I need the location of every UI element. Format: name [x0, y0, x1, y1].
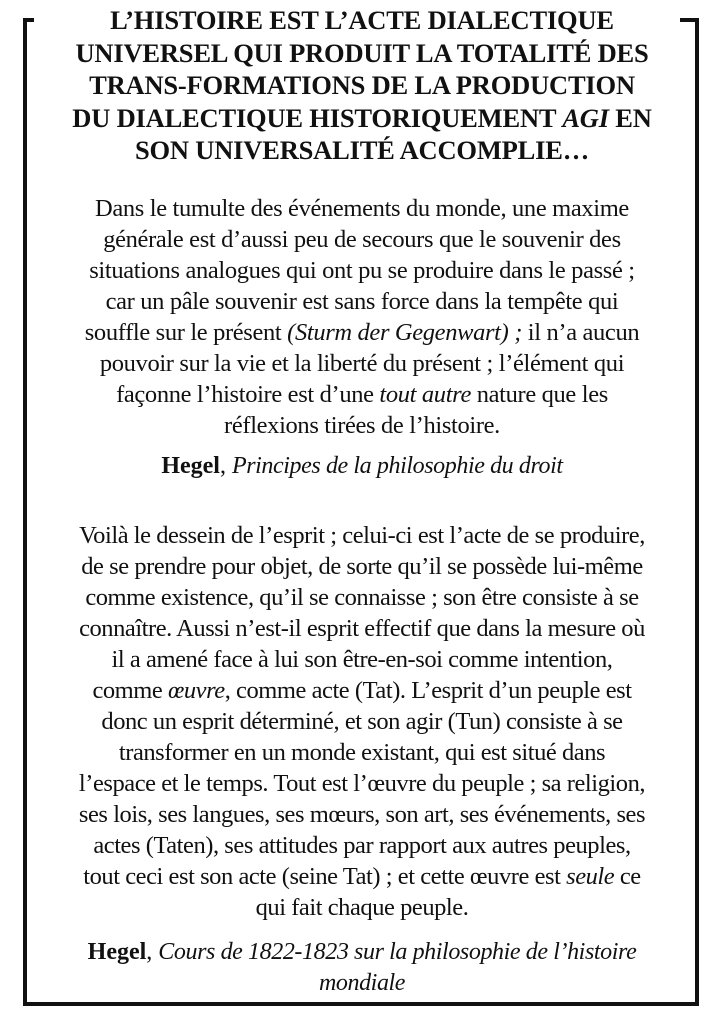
quote-line: générale est d’aussi peu de secours que le souvenir des: [103, 226, 621, 253]
quote-text: il n’a aucun: [522, 319, 640, 346]
quote-line: de se prendre pour objet, de sorte qu’il se possède lui-même: [81, 553, 643, 580]
quote-line: réflexions tirées de l’histoire.: [224, 412, 500, 439]
quote-text: tout ceci est son acte (seine Tat) ; et cette œuvre est: [83, 863, 567, 890]
title-line: TRANS-FORMATIONS DE LA PRODUCTION: [89, 70, 635, 100]
quote-text: nature que les: [470, 381, 608, 408]
citation-work: Principes de la philosophie du droit: [231, 453, 563, 479]
title-emphasis: AGI: [562, 102, 609, 133]
title-line: L’HISTOIRE EST L’ACTE DIALECTIQUE: [110, 5, 614, 35]
quote-line: [30, 861, 694, 892]
quote-emphasis: tout autre: [379, 381, 471, 408]
quote-line: Voilà le dessein de l’esprit ; celui-ci est l’acte de se produire,: [79, 522, 645, 549]
citation-separator: ,: [146, 939, 159, 965]
quote-line: pouvoir sur la vie et la liberté du présent ; l’élément qui: [99, 350, 625, 377]
quote-emphasis: œuvre: [167, 677, 225, 704]
citation-work: Cours de 1822-1823 sur la philosophie de l’histoire: [158, 939, 637, 965]
title-text: EN: [608, 102, 652, 133]
frame-border-right: [695, 18, 699, 1006]
quote-emphasis: (Sturm der Gegenwart) ;: [287, 319, 523, 346]
quote-line: Dans le tumulte des événements du monde, une maxime: [95, 195, 629, 222]
quote-emphasis: seule: [566, 863, 615, 890]
quote-text: souffle sur le présent: [84, 319, 288, 346]
title-text: DU DIALECTIQUE HISTORIQUEMENT: [72, 102, 563, 133]
quote-line: il a amené face à lui son être-en-soi comme intention,: [111, 646, 613, 673]
quote-line: ses lois, ses langues, ses mœurs, son art, ses événements, ses: [78, 801, 646, 828]
quote-line: donc un esprit déterminé, et son agir (Tun) consiste à se: [101, 708, 623, 735]
citation-line: [40, 937, 684, 968]
quote-line: car un pâle souvenir est sans force dans la tempête qui: [105, 288, 619, 315]
frame-border-bottom: [23, 1002, 699, 1006]
quote-line: qui fait chaque peuple.: [255, 894, 469, 921]
citation-line: [40, 968, 684, 999]
title-line: SON UNIVERSALITÉ ACCOMPLIE…: [134, 135, 589, 165]
quote-line: comme existence, qu’il se connaisse ; son être consiste à se: [85, 584, 639, 611]
quote-text: façonne l’histoire est d’une: [116, 381, 380, 408]
citation-author: Hegel: [161, 453, 220, 479]
quote-line: l’espace et le temps. Tout est l’œuvre du peuple ; sa religion,: [78, 770, 646, 797]
title-line: [30, 102, 694, 135]
quote-line: [34, 379, 690, 410]
quote-line: situations analogues qui ont pu se produire dans le passé ;: [89, 257, 635, 284]
citation-work: mondiale: [318, 970, 406, 996]
frame-border-left: [23, 18, 27, 1006]
citation-principes: [40, 451, 684, 482]
quote-line: transformer en un monde existant, qui est situé dans: [118, 739, 606, 766]
quote-principes: [34, 193, 690, 441]
quote-cours: [30, 520, 694, 923]
quote-text: ce: [614, 863, 641, 890]
quote-line: [34, 317, 690, 348]
citation-author: Hegel: [87, 939, 147, 965]
title-line: UNIVERSEL QUI PRODUIT LA TOTALITÉ DES: [75, 37, 649, 68]
quote-text: comme: [92, 677, 168, 704]
quote-line: actes (Taten), ses attitudes par rapport aux autres peuples,: [93, 832, 631, 859]
quote-line: connaître. Aussi n’est-il esprit effectif que dans la mesure où: [79, 615, 645, 642]
quote-line: [30, 675, 694, 706]
citation-separator: ,: [219, 453, 232, 479]
quote-text: , comme acte (Tat). L’esprit d’un peuple est: [224, 677, 632, 704]
citation-cours: [40, 937, 684, 999]
page-title: [30, 4, 694, 167]
